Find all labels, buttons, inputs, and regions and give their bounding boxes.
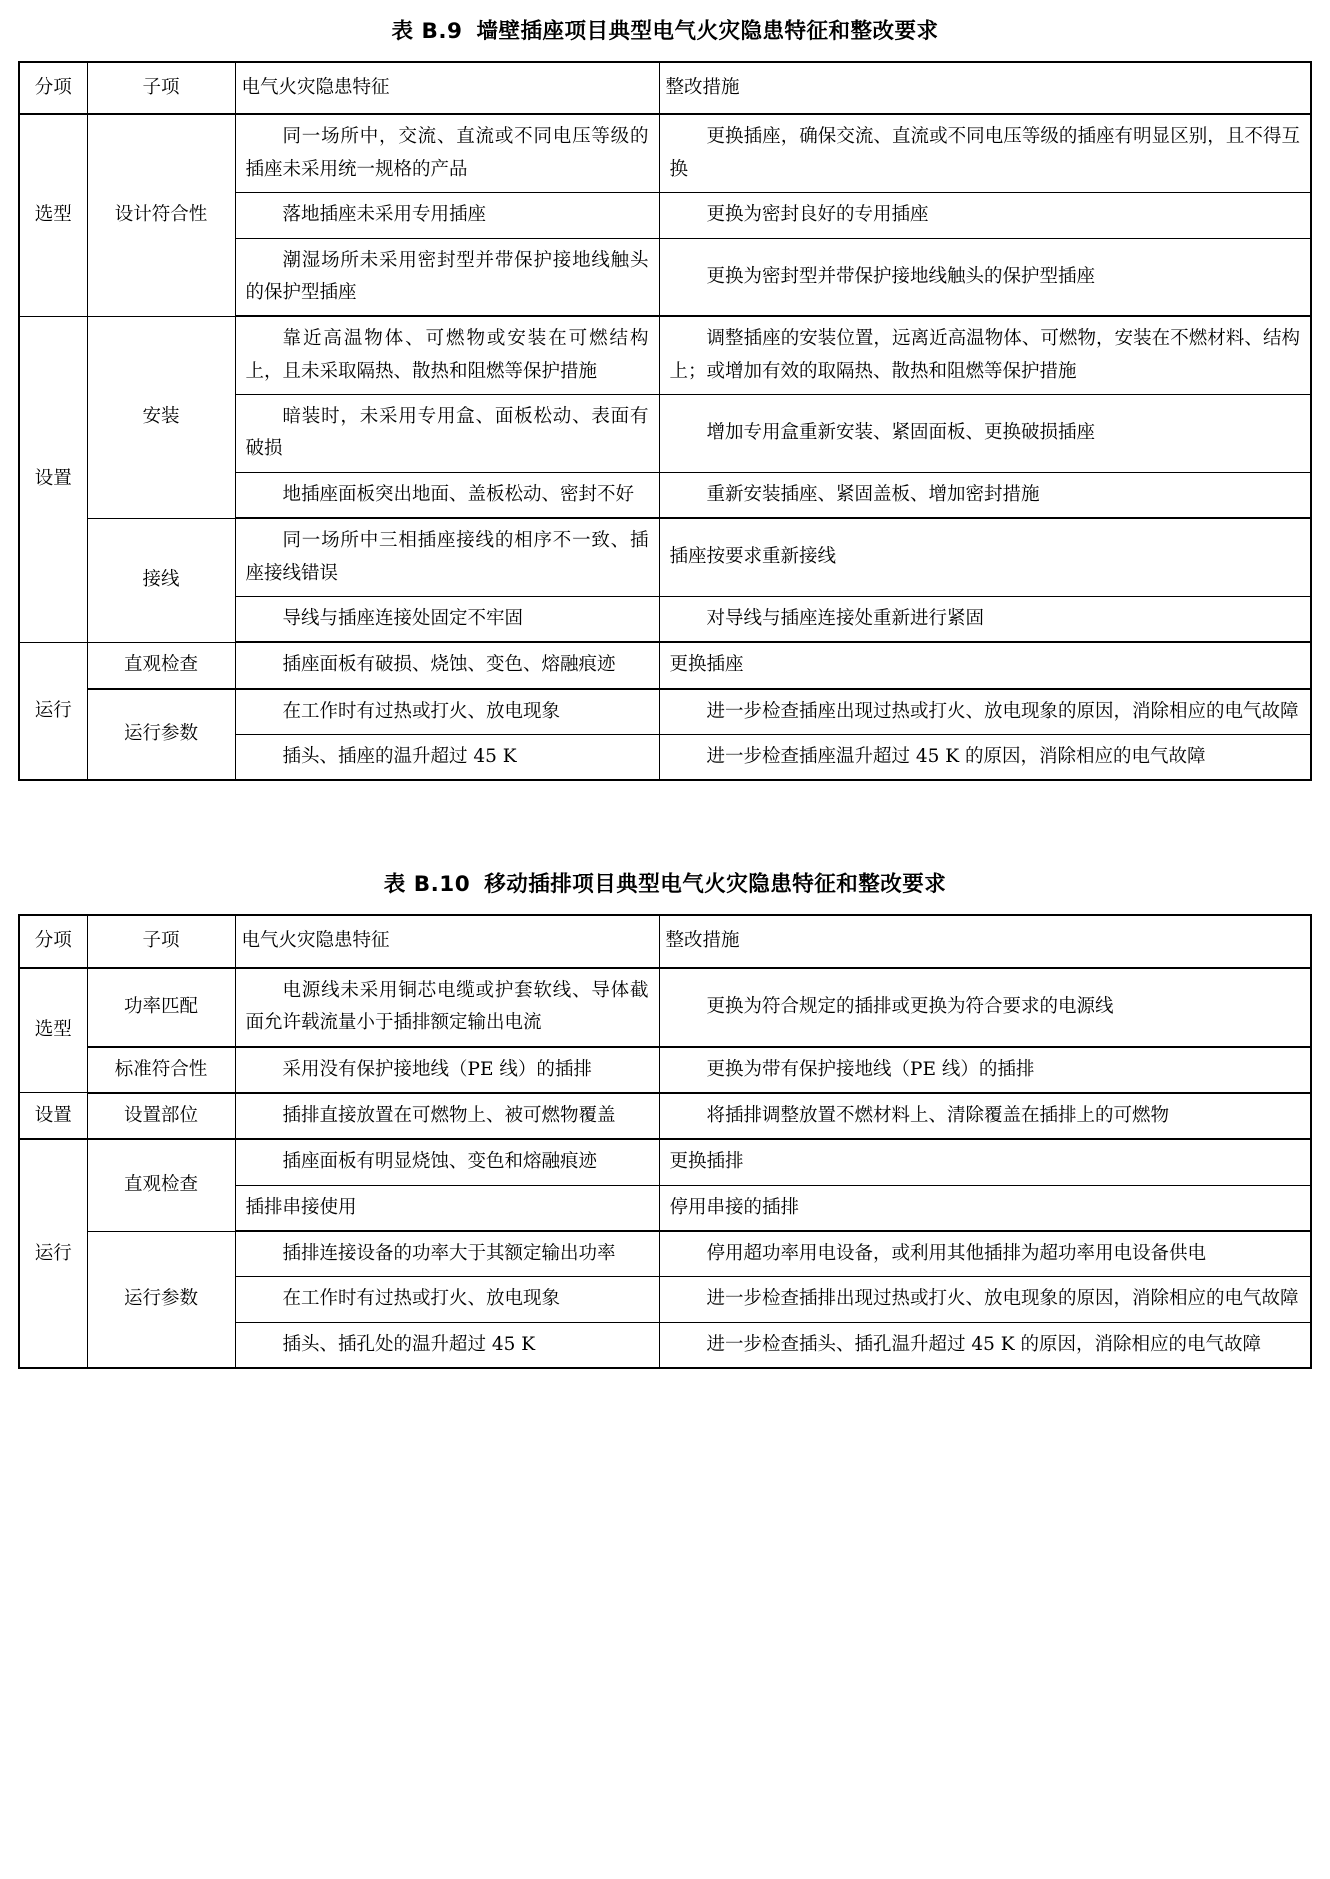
table-b10-title-number: 表 B.10 xyxy=(383,872,471,898)
cell-measure: 进一步检查插座出现过热或打火、放电现象的原因，消除相应的电气故障 xyxy=(659,689,1311,735)
cell-feature: 潮湿场所未采用密封型并带保护接地线触头的保护型插座 xyxy=(235,238,659,316)
cell-feature: 同一场所中三相插座接线的相序不一致、插座接线错误 xyxy=(235,518,659,596)
cell-measure: 更换为符合规定的插排或更换为符合要求的电源线 xyxy=(659,968,1311,1047)
cell-feature: 靠近高温物体、可燃物或安装在可燃结构上，且未采取隔热、散热和阻燃等保护措施 xyxy=(235,316,659,394)
cell-feature: 地插座面板突出地面、盖板松动、密封不好 xyxy=(235,472,659,518)
table-row xyxy=(19,1093,1311,1139)
cell-measure: 将插排调整放置不燃材料上、清除覆盖在插排上的可燃物 xyxy=(659,1093,1311,1139)
cell-measure: 更换为带有保护接地线（PE 线）的插排 xyxy=(659,1047,1311,1093)
cell-measure: 增加专用盒重新安装、紧固面板、更换破损插座 xyxy=(659,395,1311,473)
cell-feature: 电源线未采用铜芯电缆或护套软线、导体截面允许载流量小于插排额定输出电流 xyxy=(235,968,659,1047)
cell-feature: 插排串接使用 xyxy=(235,1185,659,1231)
cell-sub: 接线 xyxy=(87,518,235,642)
cell-axis: 运行 xyxy=(19,642,87,780)
table-b9-title-text: 墙壁插座项目典型电气火灾隐患特征和整改要求 xyxy=(476,19,939,44)
table-row xyxy=(19,1139,1311,1185)
table-row xyxy=(19,518,1311,596)
page-bottom-pad xyxy=(18,1369,1312,1381)
table-b9-title xyxy=(18,0,1312,61)
table-spacer xyxy=(18,781,1312,853)
cell-feature: 在工作时有过热或打火、放电现象 xyxy=(235,1277,659,1322)
cell-feature: 插座面板有破损、烧蚀、变色、熔融痕迹 xyxy=(235,642,659,688)
table-row xyxy=(19,642,1311,688)
cell-sub: 设计符合性 xyxy=(87,114,235,316)
table-b10 xyxy=(18,914,1312,1369)
cell-axis: 选型 xyxy=(19,114,87,316)
column-header-measure: 整改措施 xyxy=(659,915,1311,967)
cell-feature: 插排连接设备的功率大于其额定输出功率 xyxy=(235,1231,659,1277)
table-row xyxy=(19,1231,1311,1277)
cell-measure: 更换插排 xyxy=(659,1139,1311,1185)
cell-feature: 暗装时，未采用专用盒、面板松动、表面有破损 xyxy=(235,395,659,473)
cell-sub: 直观检查 xyxy=(87,642,235,688)
cell-sub: 运行参数 xyxy=(87,1231,235,1368)
table-b10-title-text: 移动插排项目典型电气火灾隐患特征和整改要求 xyxy=(484,872,947,898)
cell-measure: 停用超功率用电设备，或利用其他插排为超功率用电设备供电 xyxy=(659,1231,1311,1277)
cell-feature: 落地插座未采用专用插座 xyxy=(235,193,659,238)
column-header-axis: 分项 xyxy=(19,62,87,114)
cell-measure: 对导线与插座连接处重新进行紧固 xyxy=(659,596,1311,642)
cell-sub: 运行参数 xyxy=(87,689,235,781)
cell-feature: 插头、插孔处的温升超过 45 K xyxy=(235,1322,659,1368)
table-row xyxy=(19,689,1311,735)
table-b10-title xyxy=(18,853,1312,914)
cell-feature: 采用没有保护接地线（PE 线）的插排 xyxy=(235,1047,659,1093)
cell-measure: 重新安装插座、紧固盖板、增加密封措施 xyxy=(659,472,1311,518)
cell-sub: 标准符合性 xyxy=(87,1047,235,1093)
column-header-measure: 整改措施 xyxy=(659,62,1311,114)
cell-measure: 调整插座的安装位置，远离近高温物体、可燃物，安装在不燃材料、结构上；或增加有效的取隔热、散热和阻燃等保护措施 xyxy=(659,316,1311,394)
table-row xyxy=(19,1047,1311,1093)
cell-measure: 插座按要求重新接线 xyxy=(659,518,1311,596)
cell-axis: 选型 xyxy=(19,968,87,1093)
cell-feature: 插排直接放置在可燃物上、被可燃物覆盖 xyxy=(235,1093,659,1139)
cell-sub: 安装 xyxy=(87,316,235,518)
table-row xyxy=(19,316,1311,394)
cell-sub: 功率匹配 xyxy=(87,968,235,1047)
column-header-sub: 子项 xyxy=(87,62,235,114)
cell-measure: 更换为密封型并带保护接地线触头的保护型插座 xyxy=(659,238,1311,316)
cell-axis: 运行 xyxy=(19,1139,87,1368)
cell-sub: 直观检查 xyxy=(87,1139,235,1231)
column-header-axis: 分项 xyxy=(19,915,87,967)
cell-measure: 更换插座 xyxy=(659,642,1311,688)
column-header-feature: 电气火灾隐患特征 xyxy=(235,62,659,114)
cell-feature: 插座面板有明显烧蚀、变色和熔融痕迹 xyxy=(235,1139,659,1185)
table-row xyxy=(19,968,1311,1047)
cell-measure: 进一步检查插排出现过热或打火、放电现象的原因，消除相应的电气故障 xyxy=(659,1277,1311,1322)
cell-measure: 更换插座，确保交流、直流或不同电压等级的插座有明显区别，且不得互换 xyxy=(659,114,1311,192)
cell-feature: 导线与插座连接处固定不牢固 xyxy=(235,596,659,642)
table-b9 xyxy=(18,61,1312,781)
cell-measure: 更换为密封良好的专用插座 xyxy=(659,193,1311,238)
cell-feature: 在工作时有过热或打火、放电现象 xyxy=(235,689,659,735)
cell-axis: 设置 xyxy=(19,316,87,642)
cell-axis: 设置 xyxy=(19,1093,87,1139)
cell-measure: 进一步检查插头、插孔温升超过 45 K 的原因，消除相应的电气故障 xyxy=(659,1322,1311,1368)
cell-feature: 同一场所中，交流、直流或不同电压等级的插座未采用统一规格的产品 xyxy=(235,114,659,192)
table-row xyxy=(19,114,1311,192)
column-header-feature: 电气火灾隐患特征 xyxy=(235,915,659,967)
cell-measure: 停用串接的插排 xyxy=(659,1185,1311,1231)
table-row xyxy=(19,915,1311,967)
cell-measure: 进一步检查插座温升超过 45 K 的原因，消除相应的电气故障 xyxy=(659,735,1311,781)
cell-sub: 设置部位 xyxy=(87,1093,235,1139)
table-b9-title-number: 表 B.9 xyxy=(391,19,463,44)
cell-feature: 插头、插座的温升超过 45 K xyxy=(235,735,659,781)
column-header-sub: 子项 xyxy=(87,915,235,967)
table-row xyxy=(19,62,1311,114)
